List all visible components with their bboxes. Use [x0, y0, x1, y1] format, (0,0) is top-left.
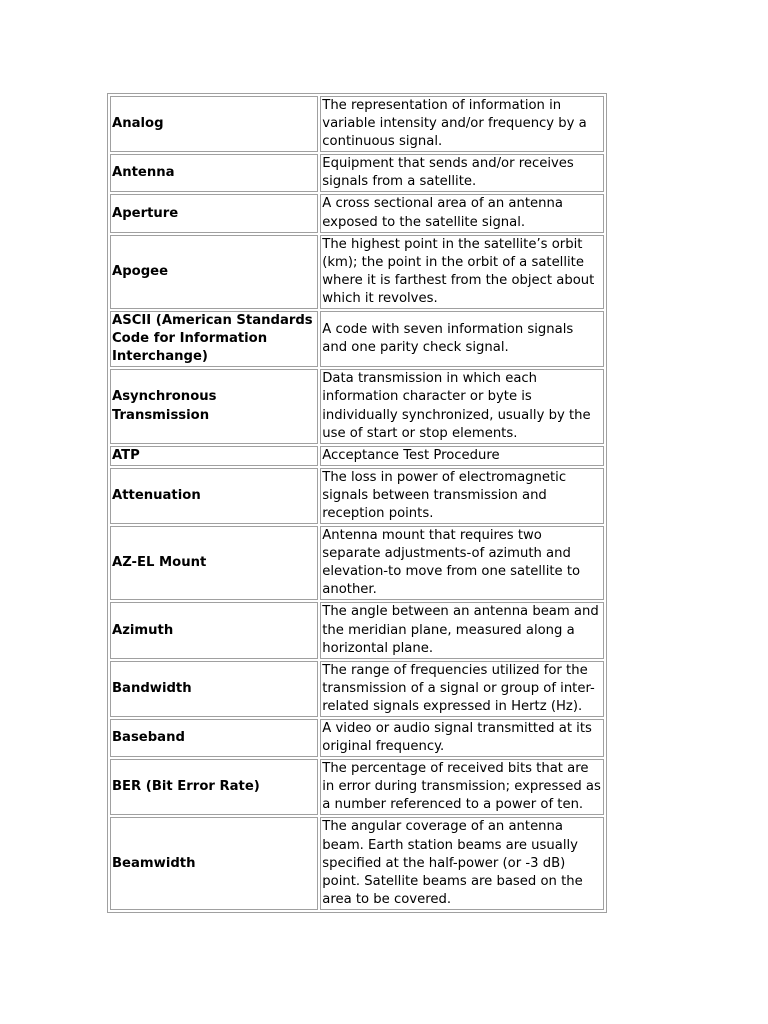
table-row [110, 154, 604, 192]
definition-cell: The range of frequencies utilized for the transmission of a signal or group of inter-related signals expressed in Hertz (Hz). [320, 661, 604, 717]
definition-cell: The angle between an antenna beam and the meridian plane, measured along a horizontal plane. [320, 602, 604, 658]
table-row [110, 369, 604, 443]
definition-cell: Antenna mount that requires two separate adjustments-of azimuth and elevation-to move from one satellite to another. [320, 526, 604, 600]
table-row [110, 194, 604, 232]
term-cell: Azimuth [110, 602, 318, 658]
definition-cell: A code with seven information signals and one parity check signal. [320, 311, 604, 367]
term-cell: Asynchronous Transmission [110, 369, 318, 443]
term-cell: Beamwidth [110, 817, 318, 909]
table-row [110, 719, 604, 757]
table-row [110, 817, 604, 909]
table-row [110, 526, 604, 600]
term-cell: Baseband [110, 719, 318, 757]
table-row [110, 235, 604, 309]
term-cell: Antenna [110, 154, 318, 192]
term-cell: Aperture [110, 194, 318, 232]
definition-cell: A cross sectional area of an antenna exposed to the satellite signal. [320, 194, 604, 232]
definition-cell: Acceptance Test Procedure [320, 446, 604, 466]
table-row [110, 311, 604, 367]
definition-cell: The angular coverage of an antenna beam. Earth station beams are usually specified at the half-power (or -3 dB) point. Satellite beams are based on the area to be covered. [320, 817, 604, 909]
definition-cell: The highest point in the satellite’s orbit (km); the point in the orbit of a satellite where it is farthest from the object about which it revolves. [320, 235, 604, 309]
term-cell: Attenuation [110, 468, 318, 524]
term-cell: AZ-EL Mount [110, 526, 318, 600]
definition-cell: Equipment that sends and/or receives signals from a satellite. [320, 154, 604, 192]
definition-cell: The representation of information in variable intensity and/or frequency by a continuous signal. [320, 96, 604, 152]
table-row [110, 96, 604, 152]
definition-cell: The loss in power of electromagnetic signals between transmission and reception points. [320, 468, 604, 524]
term-cell: Apogee [110, 235, 318, 309]
definition-cell: The percentage of received bits that are in error during transmission; expressed as a number referenced to a power of ten. [320, 759, 604, 815]
table-row [110, 468, 604, 524]
table-row [110, 661, 604, 717]
glossary-table [107, 93, 607, 913]
definition-cell: Data transmission in which each information character or byte is individually synchronized, usually by the use of start or stop elements. [320, 369, 604, 443]
definition-cell: A video or audio signal transmitted at its original frequency. [320, 719, 604, 757]
term-cell: BER (Bit Error Rate) [110, 759, 318, 815]
glossary-body [110, 96, 604, 910]
term-cell: Bandwidth [110, 661, 318, 717]
table-row [110, 446, 604, 466]
table-row [110, 759, 604, 815]
term-cell: ASCII (American Standards Code for Information Interchange) [110, 311, 318, 367]
term-cell: ATP [110, 446, 318, 466]
table-row [110, 602, 604, 658]
term-cell: Analog [110, 96, 318, 152]
